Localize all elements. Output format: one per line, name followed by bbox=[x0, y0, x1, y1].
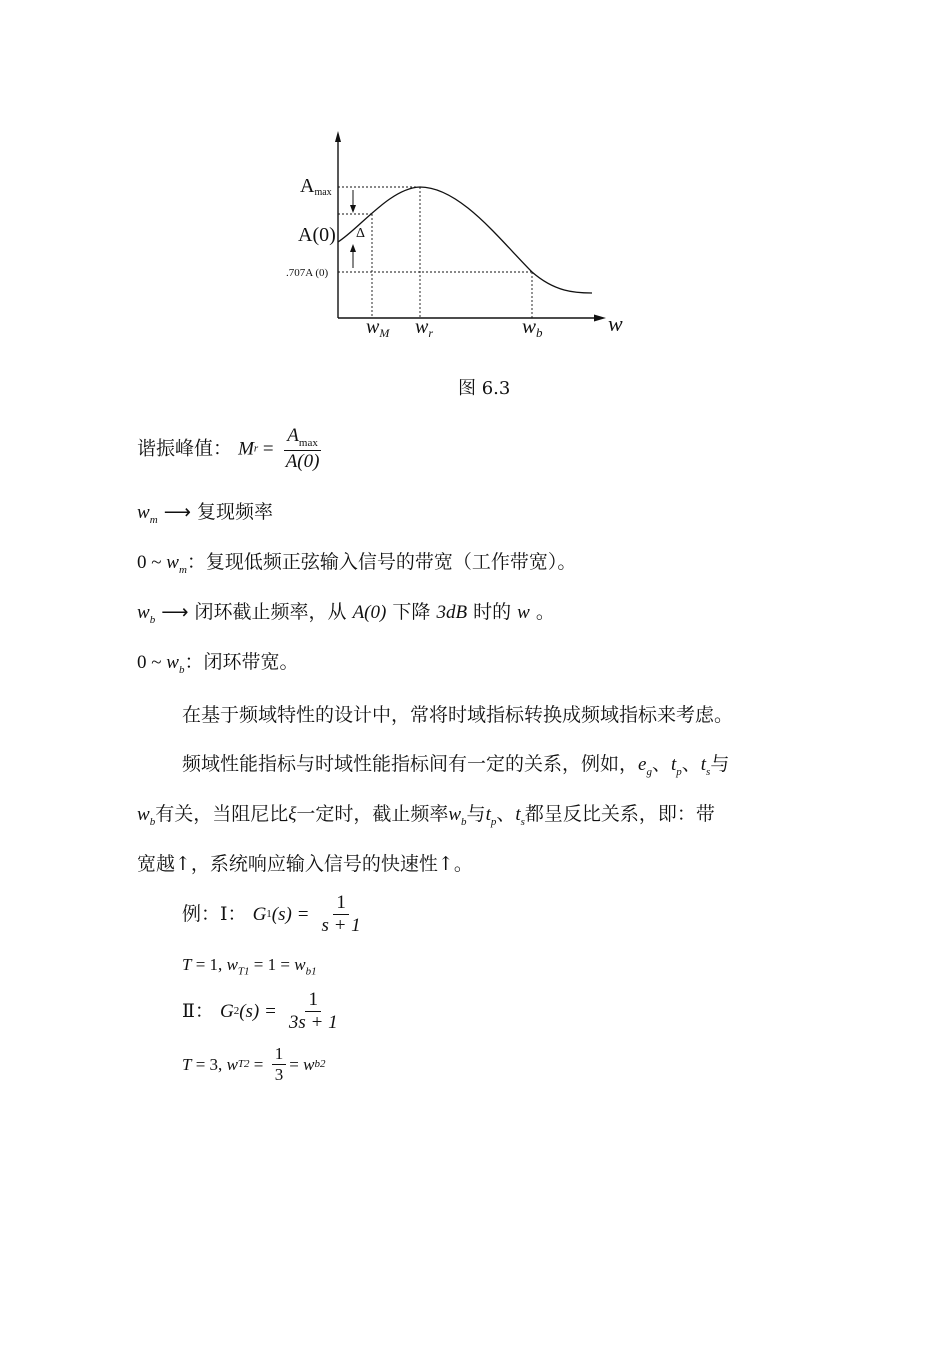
g2-fraction: $\frac{1}{3s + 1}$ bbox=[288, 989, 338, 1033]
x-axis-arrow bbox=[594, 315, 606, 322]
cutoff-freq-line: $w_b$ ⟶ 闭环截止频率，从 A(0) 下降 3dB 时的 w 。 bbox=[137, 601, 555, 626]
amax-label: Amax bbox=[300, 175, 332, 198]
y-axis-arrow bbox=[335, 131, 341, 142]
paragraph-relation-line1: 频域性能指标与时域性能指标间有一定的关系，例如，$e_g$、$t_p$、$t_s$与 bbox=[182, 753, 730, 778]
example-1-transfer: 例：Ⅰ： G1(s) = $\frac{1}{s + 1}$ bbox=[182, 893, 367, 936]
magnitude-curve bbox=[338, 187, 592, 293]
reproduce-freq-line: $w_m$ ⟶ 复现频率 bbox=[137, 501, 273, 526]
paragraph-design: 在基于频域特性的设计中，常将时域指标转换成频域指标来考虑。 bbox=[182, 704, 734, 726]
figure-caption: 图 6.3 bbox=[458, 378, 511, 399]
paragraph-relation-line3: 宽越↑，系统响应输入信号的快速性↑。 bbox=[137, 853, 473, 875]
delta-label: Δ bbox=[356, 226, 366, 241]
a0-label: A(0) bbox=[298, 224, 336, 246]
mr-fraction: $\frac{A_{max}}{A(0)}$ bbox=[285, 425, 320, 473]
example-2-transfer: Ⅱ： G2(s) = $\frac{1}{3s + 1}$ bbox=[182, 990, 344, 1033]
frequency-response-figure bbox=[0, 0, 952, 360]
a707-label: .707A (0) bbox=[286, 267, 329, 279]
example-2-values: T = 3, wT2 = $\frac{1}{3}$ = wb2 bbox=[182, 1044, 326, 1084]
wr-label: $w_r$ bbox=[415, 316, 434, 340]
resonance-peak-line: 谐振峰值： Mr = $\frac{A_{max}}{A(0)}$ bbox=[137, 426, 325, 472]
wb-label: wb bbox=[522, 314, 543, 340]
g1-fraction: $\frac{1}{s + 1}$ bbox=[321, 892, 361, 936]
w-axis-label: w bbox=[608, 311, 623, 336]
paragraph-relation-line2: $w_b$有关，当阻尼比ξ一定时，截止频率$w_b$与$t_p$、$t_s$都呈反比关系，即：带 bbox=[137, 803, 715, 828]
one-third-fraction: $\frac{1}{3}$ bbox=[272, 1045, 287, 1084]
working-bandwidth-line: 0 ~ $w_m$：复现低频正弦输入信号的带宽（工作带宽）。 bbox=[137, 551, 577, 576]
example-1-values: T = 1, $w_{T1} = 1 = w_{b1}$ bbox=[182, 955, 317, 978]
closed-loop-bandwidth-line: 0 ~ $w_b$：闭环带宽。 bbox=[137, 651, 299, 676]
wM-label: $w_M$ bbox=[366, 316, 390, 340]
